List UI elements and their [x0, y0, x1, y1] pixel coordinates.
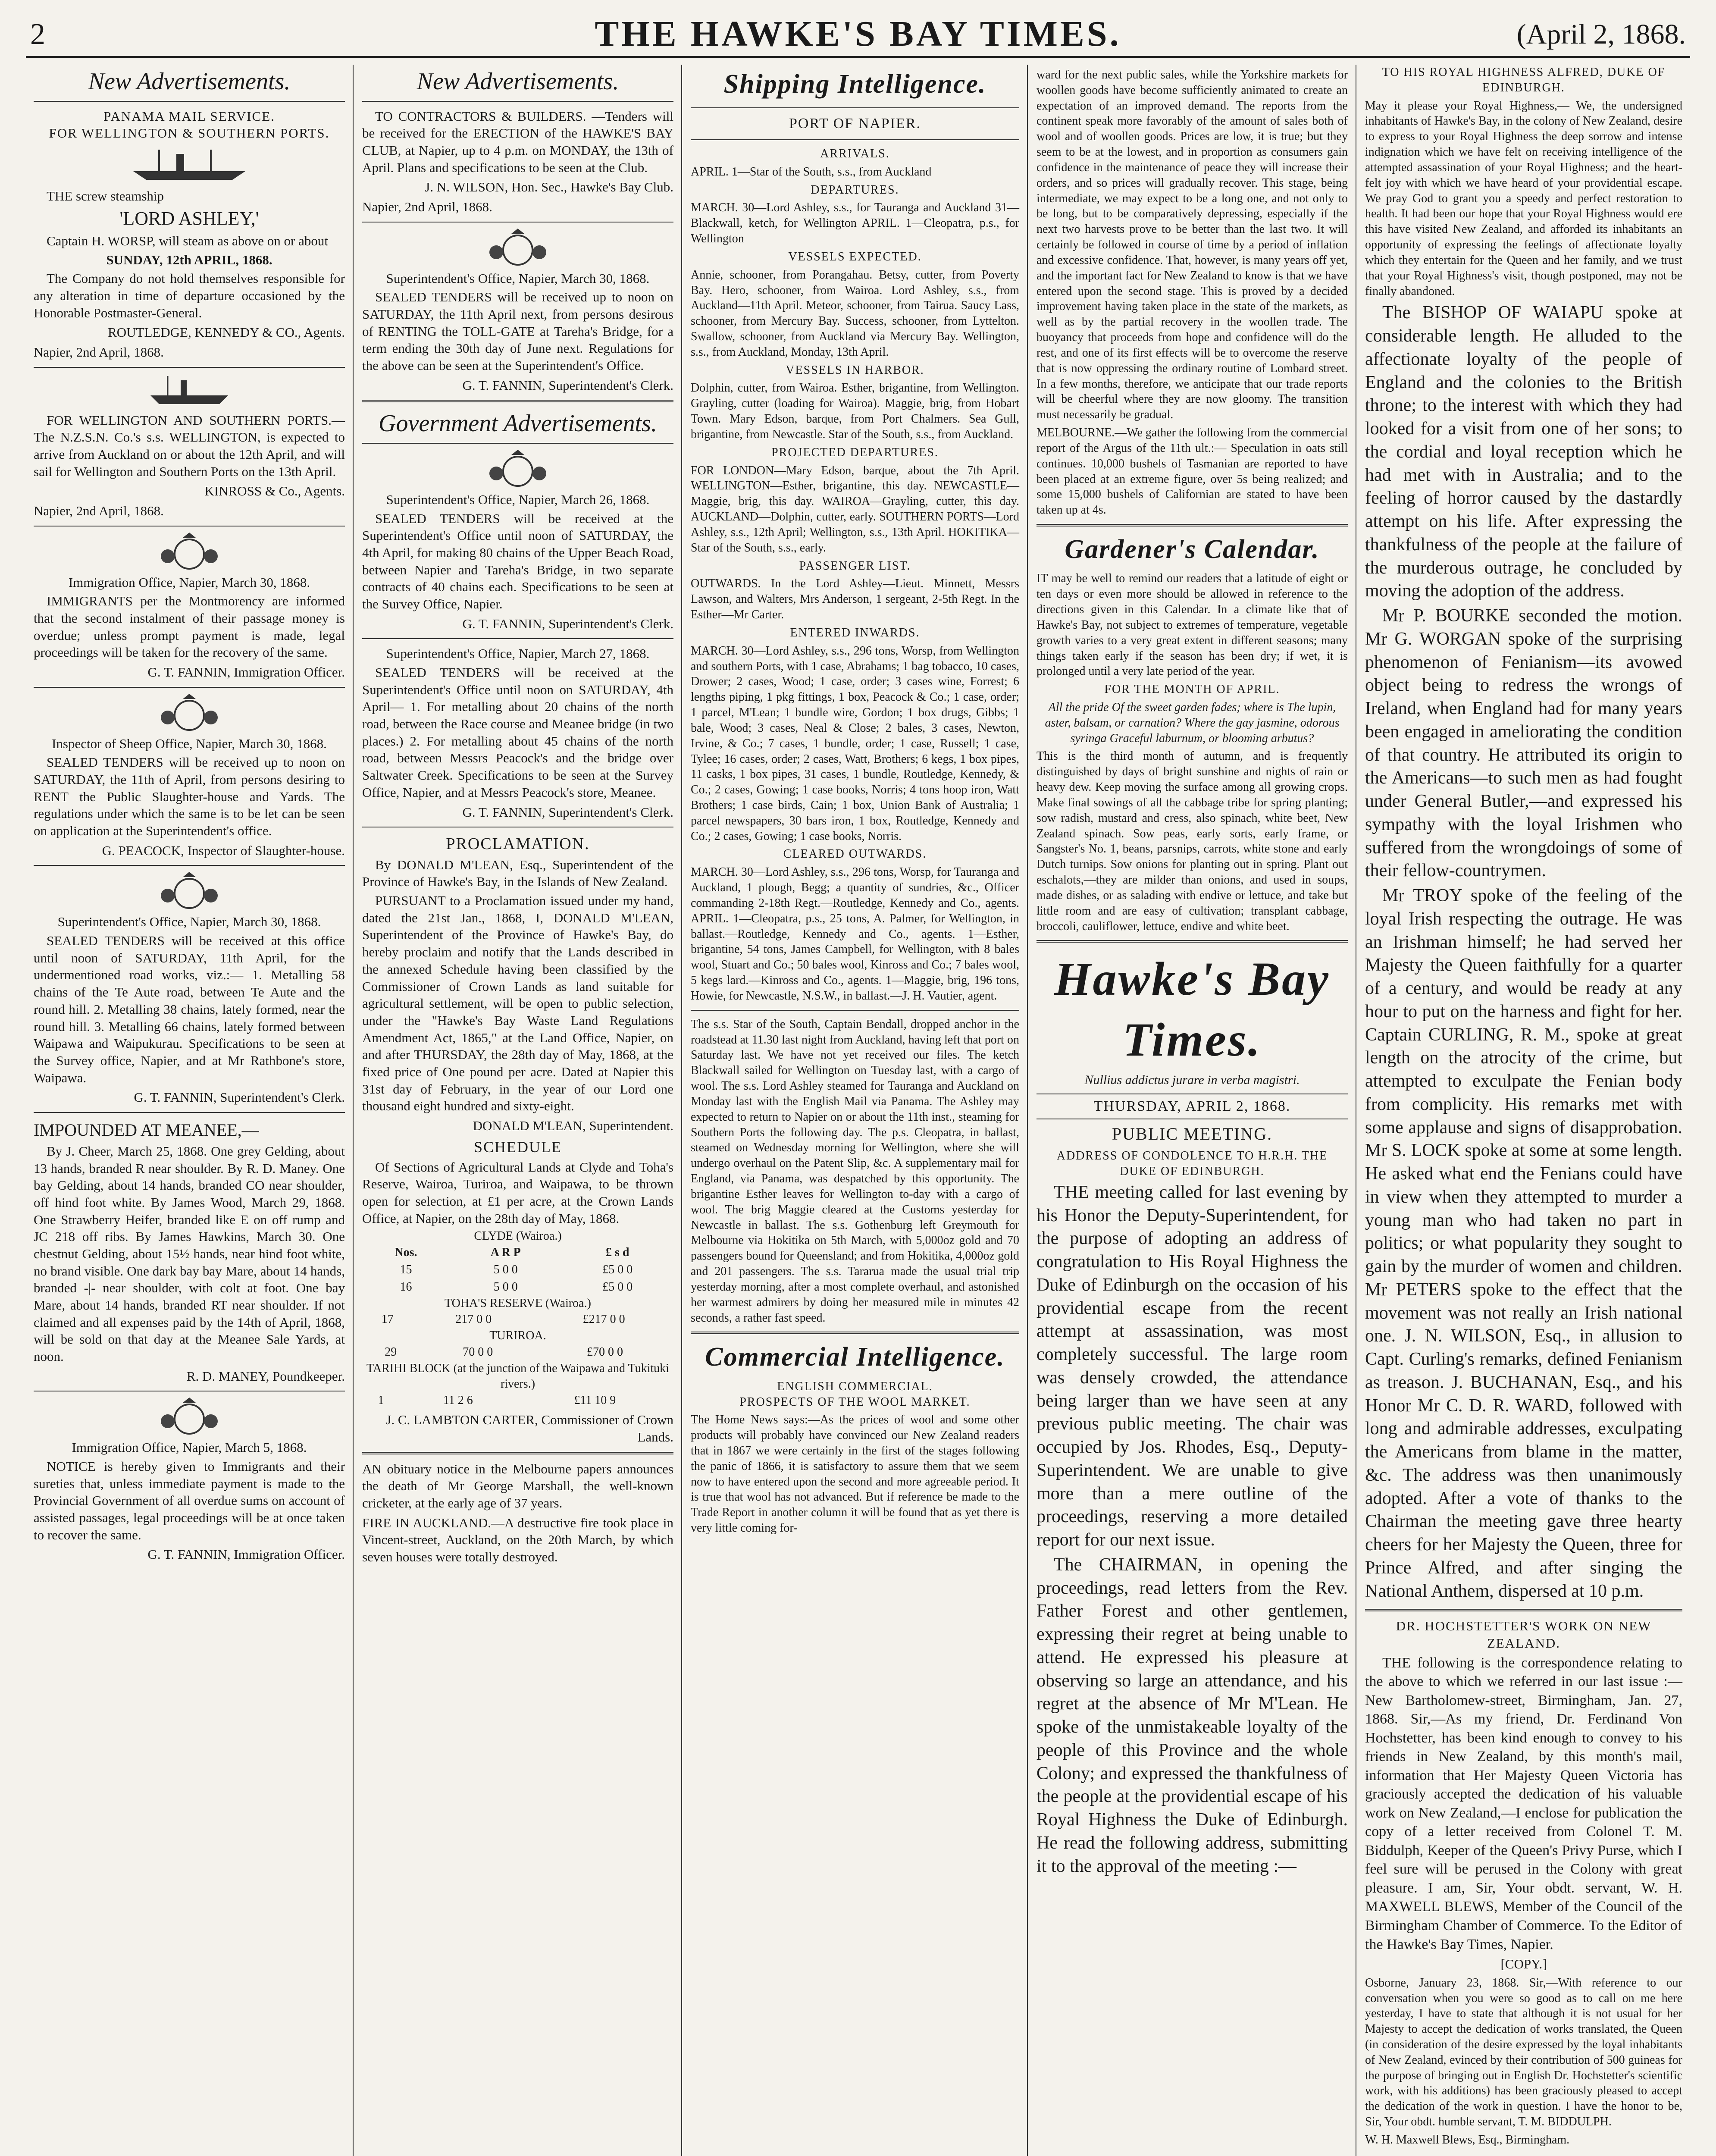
ad-signature: G. T. FANNIN, Superintendent's Clerk.: [462, 804, 673, 820]
upper-beach-road-ad: [362, 450, 673, 632]
schedule-table: [362, 1244, 673, 1295]
ad-signature: J. N. WILSON, Hon. Sec., Hawke's Bay Club.: [425, 179, 673, 195]
ad-signature: G. T. FANNIN, Immigration Officer.: [147, 1547, 345, 1562]
office-line: Immigration Office, Napier, March 5, 1868.: [72, 1440, 307, 1455]
column-1: [26, 65, 354, 2156]
ad-body: IMMIGRANTS per the Montmorency are informed that the second instalment of their passage money is overdue; unless prompt payment is made, legal proceedings will be taken for the recovery of the same.: [34, 593, 345, 660]
commercial-heading: Commercial Intelligence.: [705, 1342, 1005, 1372]
panama-mail-ad: [34, 108, 345, 361]
ad-place: Napier, 2nd April, 1868.: [34, 503, 164, 519]
public-meeting-sub: ADDRESS OF CONDOLENCE TO H.R.H. THE DUKE OF EDINBURGH.: [1056, 1149, 1328, 1178]
column-3: [683, 65, 1028, 2156]
table-cell: 17: [381, 1313, 394, 1326]
steamship-icon: [146, 374, 232, 408]
ad-signature: G. T. FANNIN, Immigration Officer.: [147, 664, 345, 680]
issue-date: (April 2, 1868.: [1516, 19, 1686, 50]
hochstetter-heading: DR. HOCHSTETTER'S WORK ON NEW ZEALAND.: [1396, 1618, 1652, 1651]
table-row: [362, 1261, 673, 1279]
office-line: Inspector of Sheep Office, Napier, March 30, 1868.: [52, 736, 327, 751]
schedule-title: SCHEDULE: [474, 1138, 562, 1156]
ad-body: SEALED TENDERS will be received at this office until noon of SATURDAY, 11th April, for the undermentioned road works, viz.:— 1. Metalling 58 chains of the Te Aute road, between Te Aute and the round hill. 2. Metalling 38 chains, lately formed, near the round hill. 3. Metalling 66 chains, lately formed between Waipawa and Waipukurau. Specifications to be seen at the Survey office, Napier, and at Mr Rathbone's store, Waipawa.: [34, 933, 345, 1085]
column-2: [354, 65, 682, 2156]
section-heading: New Advertisements.: [34, 66, 345, 102]
office-line: Superintendent's Office, Napier, March 30, 1868.: [57, 914, 321, 930]
public-meeting-body: THE meeting called for last evening by his Honor the Deputy-Superintendent, for the purpose of adopting an address of congratulation to His Royal Highness the Duke of Edinburgh on the occasion of his providential escape from the recent attempt at assassination, was most completely successful. The large room was densely crowded, the attendance being larger than we have seen at any previous public meeting. The chair was occupied by Jos. Rhodes, Esq., Deputy-Superintendent. We are unable to give more than a mere outline of the proceedings, reserving a more detailed report for our next issue.: [1036, 1182, 1348, 1550]
government-heading: Government Advertisements.: [362, 408, 673, 444]
expected-list: Annie, schooner, from Porangahau. Betsy, cutter, from Poverty Bay. Hero, schooner, from Wairoa. Lord Ashley, s.s., from Auckland—11th April. Meteor, schooner, from Tairua. Saucy Lass, schooner, from Mercury Bay. Success, schooner, from Lyttelton. Swallow, schooner, from Auckland via Mercury Bay. Wellington, s.s., from Auckland, Monday, 13th April.: [691, 268, 1019, 359]
editorial-date: THURSDAY, APRIL 2, 1868.: [1036, 1094, 1348, 1119]
projected-list: FOR LONDON—Mary Edson, barque, about the 7th April. WELLINGTON—Esther, brigantine, this day. NEWCASTLE—Maggie, brig, this day. WAIROA—Grayling, cutter, this day. AUCKLAND—Dolphin, cutter, early. SOUTHERN PORTS—Lord Ashley, s.s., 12th April; Wellington, s.s., 13th April. HOKITIKA—Star of the South, s.s., early.: [691, 464, 1019, 555]
meeting-speeches: Mr P. BOURKE seconded the motion. Mr G. WORGAN spoke of the surprising phenomenon of Fenianism—its avowed object being to redress the wrongs of Ireland, when England had for many years been engaged in ameliorating the condition of that country. He attributed its origin to the Americans—to such men as had fought under General Butler,—and expressed his sympathy with the loyal Irishmen who suffered from the wrongdoings of some of their fellow-countrymen.: [1365, 606, 1682, 881]
ad-body: SEALED TENDERS will be received at the Superintendent's Office until noon on SATURDAY, 4th April— 1. For metalling about 20 chains of the north road, between the Race course and Meanee bridge (in two places.) 2. For metalling about 45 chains of the north road, between Messrs Peacock's and the bridge over Saltwater Creek. Specifications to be seen at the Survey Office, Napier, and at Messrs Peacock's store, Meanee.: [362, 665, 673, 800]
divider: [362, 1452, 673, 1454]
passenger-list: OUTWARDS. In the Lord Ashley—Lieut. Minnett, Messrs Lawson, and Walters, Mrs Anderson, 1 sergeant, 2-5th Regt. In the Esther—Mr Carter.: [691, 577, 1019, 622]
schedule-table: [362, 1392, 673, 1409]
table-cell: 5 0 0: [493, 1280, 518, 1294]
schedule-turiroa: TURIROA.: [489, 1329, 546, 1343]
column-4: [1029, 65, 1356, 2156]
ad-body: NOTICE is hereby given to Immigrants and their sureties that, unless immediate payment is made to the Provincial Government of all overdue sums on account of assisted passages, legal proceedings will be at once taken to recover the same.: [34, 1459, 345, 1542]
passenger-heading: PASSENGER LIST.: [799, 559, 911, 573]
office-line: Immigration Office, Napier, March 30, 1868.: [68, 574, 310, 590]
divider: [34, 865, 345, 866]
road-works-ad: [34, 872, 345, 1106]
ad-signature: KINROSS & Co., Agents.: [204, 483, 345, 499]
sailing-date: SUNDAY, 12th APRIL, 1868.: [106, 252, 272, 267]
table-header: Nos.: [395, 1246, 417, 1260]
ad-signature: ROUTLEDGE, KENNEDY & CO., Agents.: [108, 325, 345, 340]
ship-name: 'LORD ASHLEY,': [119, 207, 259, 229]
royal-crest-icon: [362, 450, 673, 489]
commercial-sub: ENGLISH COMMERCIAL.: [777, 1379, 933, 1393]
calendar-intro: IT may be well to remind our readers that a latitude of eight or ten days or even more should be allowed in reference to the directions given in this Calendar. In a climate like that of Hawke's Bay, not subject to extremes of temperature, vegetable growth varies to a very great extent in different seasons; many things taken early if the season has been dry; if wet, it is prolonged until a very late period of the year.: [1036, 572, 1348, 678]
melbourne-report: MELBOURNE.—We gather the following from the commercial report of the Argus of the 11th ult.:— Speculation in oats still continues. 10,000 bushels of Tasmanian are reported to have been placed at an extreme figure, over 5s being realized; and some 15,000 bushels of Californian are stated to have been taken up at 4s.: [1036, 426, 1348, 517]
projected-heading: PROJECTED DEPARTURES.: [771, 445, 939, 459]
commercial-sub2: PROSPECTS OF THE WOOL MARKET.: [739, 1395, 971, 1409]
office-line: Superintendent's Office, Napier, March 30, 1868.: [386, 270, 650, 286]
immigration-notice-ad: [34, 1398, 345, 1563]
departures-heading: DEPARTURES.: [811, 183, 899, 197]
office-line: Superintendent's Office, Napier, March 27, 1868.: [386, 646, 650, 661]
divider: [34, 367, 345, 368]
ad-body: FOR WELLINGTON AND SOUTHERN PORTS.—The N.Z.S.N. Co.'s s.s. WELLINGTON, is expected to arrive from Auckland on or about the 12th April, and will sail for Wellington and Southern Ports on the 13th April.: [34, 412, 345, 479]
royal-crest-icon: [362, 229, 673, 267]
entered-heading: ENTERED INWARDS.: [790, 626, 920, 639]
impounded-ad: [34, 1119, 345, 1385]
divider: [691, 1010, 1019, 1011]
masthead: [26, 9, 1690, 58]
schedule-table: [362, 1344, 673, 1361]
table-cell: £11 10 9: [574, 1393, 616, 1407]
toll-gate-ad: [362, 229, 673, 394]
table-header: A R P: [490, 1246, 521, 1260]
gardeners-calendar-heading: Gardener's Calendar.: [1065, 535, 1320, 564]
slaughterhouse-ad: [34, 694, 345, 859]
office-line: Superintendent's Office, Napier, March 26, 1868.: [386, 492, 650, 508]
cleared-list: MARCH. 30—Lord Ashley, s.s., 296 tons, Worsp, for Tauranga and Auckland, 1 plough, Begg; a quantity of sundries, &c., Officer commanding 2-18th Regt.—Routledge, Kennedy and Co., agents. APRIL. 1—Cleopatra, p.s., 25 tons, A. Palmer, for Wellington, in ballast.—Routledge, Kennedy and Co., agents. 1—Esther, brigantine, 54 tons, James Campbell, for Wellington, with 8 bales wool, Stuart and Co.; 50 bales wool, Kinross and Co.; 7 bales wool, 5 kegs lard.—Kinross and Co., agents. 1—Maggie, brig, 196 tons, Howie, for Newcastle, N.S.W., in ballast.—J. H. Vautier, agent.: [691, 865, 1019, 1003]
divider: [691, 1332, 1019, 1334]
proclamation-signature: DONALD M'LEAN, Superintendent.: [473, 1118, 673, 1133]
ad-body: TO CONTRACTORS & BUILDERS. —Tenders will be received for the ERECTION of the HAWKE'S BAY CLUB, at Napier, up to 4 p.m. on MONDAY, the 13th of April. Plans and specifications to be seen at the Club.: [362, 108, 673, 175]
table-row: [362, 1392, 673, 1409]
ad-signature: G. T. FANNIN, Superintendent's Clerk.: [462, 377, 673, 393]
calendar-poem: All the pride Of the sweet garden fades; where is The lupin, aster, balsam, or carnation? Where the gay jasmine, odorous syringa Graceful laburnum, or blooming arbutus?: [1045, 701, 1340, 745]
schedule-signature: J. C. LAMBTON CARTER, Commissioner of Crown Lands.: [386, 1412, 673, 1445]
divider: [34, 687, 345, 688]
public-meeting-body: The CHAIRMAN, in opening the proceedings, read letters from the Rev. Father Forest and other gentlemen, expressing their regret at being unable to attend. He expressed his pleasure at observing so large an attendance, and his regret at the absence of Mr M'Lean. He spoke of the unmistakeable loyalty of the people of this Province and the whole Colony; and expressed the thankfulness of the people at the providential escape of his Royal Highness the Duke of Edinburgh. He read the following address, submitting it to the approval of the meeting :—: [1036, 1554, 1348, 1876]
calendar-month: FOR THE MONTH OF APRIL.: [1104, 683, 1280, 696]
table-cell: 217 0 0: [455, 1313, 492, 1326]
port-title: PORT OF NAPIER.: [789, 116, 921, 132]
north-road-ad: [362, 645, 673, 821]
departures-list: MARCH. 30—Lord Ashley, s.s., for Tauranga and Auckland 31—Blackwall, ketch, for Wellington APRIL. 1—Cleopatra, p.s., for Wellington: [691, 201, 1019, 246]
proclamation-by: By DONALD M'LEAN, Esq., Superintendent of the Province of Hawke's Bay, in the Islands of New Zealand.: [362, 857, 673, 890]
calendar-body: This is the third month of autumn, and is frequently distinguished by days of bright sunshine and nights of rain or heavy dew. Keep moving the surface among all growing crops. Make final sowings of all the cabbage tribe for spring planting; sow radish, mustard and cress, also spinach, white beet, New Zealand spinach. Sow peas, early sorts, early frame, or Sangster's No. 1, beans, parsnips, carrots, white stone and early Dutch turnips. Sow onions for planting out in spring. Plant out eschalots,—they are milder than onions, and used in soups, made dishes, or as salading with endive or lettuce, and take but little room and are easy of cultivation; transplant cabbage, broccoli, cauliflower, lettuce, endive and white beet.: [1036, 749, 1348, 933]
cleared-heading: CLEARED OUTWARDS.: [783, 847, 927, 861]
table-row: [362, 1279, 673, 1296]
table-cell: 5 0 0: [493, 1263, 518, 1276]
copy-body: Osborne, January 23, 1868. Sir,—With reference to our conversation when you were so good as to call on me here yesterday, I have to state that although it is not usual for her Majesty to accept the dedication of works translated, the Queen (in consideration of the desire expressed by the loyal inhabitants of New Zealand, evinced by their contribution of 500 guineas for the purpose of bringing out in English Dr. Hochstetter's scientific work, with his additions) has been graciously pleased to accept the dedication of the work in question. I have the honor to be, Sir, Your obdt. humble servant, T. M. BIDDULPH.: [1365, 1976, 1682, 2129]
ad-body: SEALED TENDERS will be received up to noon on SATURDAY, the 11th of April, from persons desiring to RENT the Public Slaughter-house and Yards. The regulations under which the same is to be let can be seen on application at the Superintendent's office.: [34, 755, 345, 839]
ad-body: SEALED TENDERS will be received at the Superintendent's Office until noon of SATURDAY, the 4th April, for making 80 chains of the Upper Beach Road, between Napier and Tareha's Bridge, in two separate contracts of 40 chains each. Specifications to be seen at the Survey Office, Napier.: [362, 511, 673, 612]
schedule-clyde: CLYDE (Wairoa.): [474, 1229, 562, 1243]
address-heading: TO HIS ROYAL HIGHNESS ALFRED, DUKE OF EDINBURGH.: [1382, 66, 1666, 94]
table-cell: 29: [385, 1345, 397, 1359]
royal-crest-icon: [34, 872, 345, 911]
arrivals-heading: ARRIVALS.: [820, 147, 890, 160]
arrivals-list: APRIL. 1—Star of the South, s.s., from Auckland: [691, 165, 932, 179]
public-meeting-heading: PUBLIC MEETING.: [1112, 1124, 1273, 1144]
shipping-heading: Shipping Intelligence.: [723, 69, 986, 99]
ad-signature: G. PEACOCK, Inspector of Slaughter-house.: [102, 843, 345, 858]
editorial-masthead: Hawke's Bay Times.: [1054, 953, 1330, 1066]
table-cell: £5 0 0: [602, 1280, 633, 1294]
table-cell: 15: [400, 1263, 412, 1276]
ad-body: By J. Cheer, March 25, 1868. One grey Gelding, about 13 hands, branded R near shoulder. By R. D. Maney. One bay Gelding, about 14 hands, branded CO near shoulder, off hind foot white. By James Wood, March 29, 1868. One Strawberry Heifer, branded like E on off rump and JC 218 off ribs. By James Hawkins, March 30. One chestnut Gelding, about 15½ hands, near hind foot white, no brand visible. One dark bay bay Mare, about 14 hands, branded -|- near shoulder, with colt at foot. One bay Mare, about 14 hands, branded RT near shoulder. If not claimed and all expenses paid by the 14th of April, 1868, will be sold on that day at the Meanee Sale Yards, at noon.: [34, 1144, 345, 1364]
steamship-icon: [125, 145, 254, 184]
ad-body: SEALED TENDERS will be received up to noon on SATURDAY, the 11th April next, from persons desirous of RENTING the TOLL-GATE at Tareha's Bridge, for a term ending the 30th day of June next. Regulations for the above can be seen at the Superintendent's Office.: [362, 289, 673, 373]
table-row: [362, 1311, 673, 1328]
proclamation: [362, 834, 673, 1446]
wellington-ad: [34, 374, 345, 520]
ad-title: PANAMA MAIL SERVICE.: [103, 108, 275, 124]
ad-route: FOR WELLINGTON & SOUTHERN PORTS.: [49, 125, 330, 141]
copy-recipient: W. H. Maxwell Blews, Esq., Birmingham.: [1365, 2133, 1570, 2147]
table-cell: 16: [400, 1280, 412, 1294]
ad-title: IMPOUNDED AT MEANEE,—: [34, 1120, 259, 1140]
divider: [691, 139, 1019, 140]
royal-crest-icon: [34, 533, 345, 571]
divider: [1036, 940, 1348, 943]
entered-list: MARCH. 30—Lord Ashley, s.s., 296 tons, Worsp, from Wellington and southern Ports, with 1 case, Abrahams; 1 bag tobacco, 10 cases, Drower; 2 cases, Wood; 1 case, order; 3 cases wine, Forrest; 6 lengths piping, 1 pkg fittings, 1 box, Peacock & Co.; 1 case, order; 1 parcel, M'Lean; 1 bundle wire, Gordon; 1 box drugs, Gibbs; 1 bale, Wood; 3 cases, Neal & Close; 2 bales, 3 cases, Newton, Irvine, & Co.; 7 cases, 1 bundle, order; 1 case, Russell; 1 case, Tylee; 16 cases, order; 2 cases, Watt, Brothers; 6 kegs, 1 box pipes, 11 casks, 1 box pipes, 31 cases, 1 bundle, Routledge, Kennedy, & Co.; 2 cases, Gowing; 1 case books, Norris; 4 tons hoop iron, Watt Brothers; 1 case birds, Cain; 1 box, Union Bank of Australia; 1 parcel newspapers, 30 bars iron, 1 box, Routledge, Kennedy and Co.; 2 cases, Gowing; 1 case books, Norris.: [691, 644, 1019, 843]
ad-body: THE screw steamship: [47, 188, 164, 204]
proclamation-body: PURSUANT to a Proclamation issued under my hand, dated the 21st Jan., 1868, I, DONALD M'LEAN, Superintendent of the Province of Hawke's Bay, do hereby proclaim and notify that the Lands described in the annexed Schedule having been classified by the Commissioner of Crown Lands as land suitable for agricultural settlement, will be open to public selection, under the "Hawke's Bay Waste Land Regulations Amendment Act, 1865," at the Land Office, Napier, on and after THURSDAY, the 28th day of May, 1868, at the fixed price of One pound per acre. Dated at Napier this 31st day of February, in the year of our Lord one thousand eight hundred and sixty-eight.: [362, 893, 673, 1114]
schedule-toha: TOHA'S RESERVE (Wairoa.): [445, 1296, 591, 1310]
royal-crest-icon: [34, 694, 345, 733]
editorial-motto: Nullius addictus jurare in verba magistri.: [1084, 1073, 1300, 1087]
meeting-speeches: Mr TROY spoke of the feeling of the loyal Irish respecting the outrage. He was an Irishman himself; he had served her Majesty the Queen faithfully for a quarter of a century, and would be ready at any hour to put on the harness and fight for her. Captain CURLING, R. M., spoke at great length on the atrocity of the crime, but attempted to exculpate the Fenian body from complicity. His remarks met with some applause and signs of disapprobation. Mr S. LOCK spoke at some at some length. He asked what end the Fenians could have in view when they attempted to murder a young man who had taken no part in politics; or what popularity they sought to gain by the murder of women and children. Mr PETERS spoke to the effect that the movement was not really an Irish national one. J. N. WILSON, Esq., in allusion to Capt. Curling's remarks, defined Fenianism as treason. J. BUCHANAN, Esq., and his Honor Mr C. D. R. WARD, followed with long and admirable addresses, exculpating the Americans from blame in the matter, &c. The address was then unanimously adopted. After a vote of thanks to the Chairman the meeting gave three hearty cheers for her Majesty the Queen, three for Prince Alfred, and after singing the National Anthem, dispersed at 10 p.m.: [1365, 886, 1682, 1601]
proclamation-title: PROCLAMATION.: [446, 835, 590, 853]
schedule-tarihi: TARIHI BLOCK (at the junction of the Waipawa and Tukituki rivers.): [366, 1361, 669, 1391]
divider: [34, 1112, 345, 1113]
schedule-body: Of Sections of Agricultural Lands at Clyde and Toha's Reserve, Wairoa, Turiroa, and Waipawa, to be thrown open for selection, at £1 per acre, at the Crown Lands Office, at Napier, on the 28th day of May, 1868.: [362, 1159, 673, 1226]
royal-crest-icon: [34, 1398, 345, 1436]
contractors-ad: [362, 108, 673, 216]
table-cell: £5 0 0: [602, 1263, 633, 1276]
newspaper-title: THE HAWKE'S BAY TIMES.: [595, 14, 1121, 54]
ad-place: Napier, 2nd April, 1868.: [362, 199, 492, 215]
divider: [362, 400, 673, 402]
commercial-body: The Home News says:—As the prices of wool and some other products will probably have convinced our New Zealand readers that in 1867 we were certainly in the first of the stages following the panic of 1866, it is satisfactory to assure them that we seem now to have entered upon the second and more agreeable period. It is true that wool has not advanced. But if reference be made to the Trade Report in another column it will be found that as yet there is very little coming for-: [691, 1413, 1019, 1535]
table-header: £ s d: [605, 1246, 629, 1260]
ad-signature: G. T. FANNIN, Superintendent's Clerk.: [134, 1090, 345, 1105]
column-5: [1357, 65, 1690, 2156]
address-body: May it please your Royal Highness,— We, the undersigned inhabitants of Hawke's Bay, in the colony of New Zealand, desire to express to your Royal Highness the deep sorrow and intense indignation which we have felt on receiving intelligence of the attempted assassination of your Royal Highness; and the heart-felt joy with which we have heard of your providential escape. We pray God to grant you a speedy and perfect restoration to health. It had been our hope that your Royal Highness would ere this have visited New Zealand, and afforded its inhabitants an opportunity of expressing the feelings of affectionate loyalty which they entertain for the Queen and her family, and we trust that your Royal Highness's visit, though postponed, may not be finally abandoned.: [1365, 99, 1682, 298]
obituary-paragraph: AN obituary notice in the Melbourne papers announces the death of Mr George Marshall, the well-known cricketer, at the early age of 37 years.: [362, 1461, 673, 1511]
page-number: 2: [30, 18, 45, 51]
copy-heading: [COPY.]: [1500, 1956, 1547, 1972]
schedule-table: [362, 1311, 673, 1328]
immigration-ad: [34, 533, 345, 681]
meeting-speeches: The BISHOP OF WAIAPU spoke at considerable length. He alluded to the affectionate loyalty of the people of England and the colonies to the British throne; to the interest with which they had looked for a visit from one of her sons; to the cordial and loyal reception which he had met with in Australia; and to the feeling of horror caused by the dastardly attempt on his life. After expressing the thankfulness of the people at the failure of the murderous outrage, he concluded by moving the adoption of the address.: [1365, 303, 1682, 601]
ad-place: Napier, 2nd April, 1868.: [34, 345, 164, 360]
divider: [691, 107, 1019, 108]
table-cell: 11 2 6: [443, 1393, 473, 1407]
divider: [1365, 1609, 1682, 1611]
ad-signature: G. T. FANNIN, Superintendent's Clerk.: [462, 616, 673, 631]
ad-signature: R. D. MANEY, Poundkeeper.: [186, 1368, 345, 1384]
table-cell: £217 0 0: [582, 1313, 625, 1326]
fire-paragraph: FIRE IN AUCKLAND.—A destructive fire took place in Vincent-street, Auckland, on the 20th March, by which seven houses were totally destroyed.: [362, 1515, 673, 1565]
table-cell: £70 0 0: [587, 1345, 623, 1359]
hochstetter-body: THE following is the correspondence relating to the above to which we referred in our last issue :— New Bartholomew-street, Birmingham, Jan. 27, 1868. Sir,—As my friend, Dr. Ferdinand Von Hochstetter, has been kind enough to convey to his friends in New Zealand, by this month's mail, information that Her Majesty Queen Victoria has graciously accepted the dedication of his valuable work on New Zealand,—I enclose for publication the copy of a letter received from Colonel T. M. Biddulph, Keeper of the Queen's Privy Purse, which I feel sure will be perused in the Colony with great pleasure. I am, Sir, Your obdt. servant, W. H. MAXWELL BLEWS, Member of the Council of the Birmingham Chamber of Commerce. To the Editor of the Hawke's Bay Times, Napier.: [1365, 1655, 1682, 1952]
table-cell: 70 0 0: [463, 1345, 493, 1359]
divider: [1036, 524, 1348, 526]
shipping-news: The s.s. Star of the South, Captain Bendall, dropped anchor in the roadstead at 11.30 last night from Auckland, having left that port on Saturday last. We have not yet received our files. The ketch Blackwall sailed for Wellington on Tuesday last, with a cargo of wool. The s.s. Lord Ashley steamed for Tauranga and Auckland on Monday last with the English Mail via Panama. The Ashley may expected to return to Napier on or about the 11th inst., steaming for Southern Ports the following day. The p.s. Cleopatra, in ballast, steamed on Wednesday morning for Wellington, where she will undergo overhaul on the Patent Slip, &c. A supplementary mail for England, via Panama, was despatched by this opportunity. The brigantine Esther leaves for Wellington to-day with a cargo of wool. The brig Maggie cleared at the Customs yesterday for Newcastle in ballast. The s.s. Gothenburg left Greymouth for Melbourne via Hokitika on 5th March, with 5,000oz gold and 70 passengers bound for Queensland; and from Hokitika, 4,000oz gold and 201 passengers. The s.s. Tararua made the usual trial trip yesterday morning, after a most complete overhaul, and astonished her warmest admirers by doing her measured mile in minutes 42 seconds, a rather fast speed.: [691, 1017, 1019, 1325]
ad-body: Captain H. WORSP, will steam as above on or about: [47, 233, 328, 248]
table-cell: 1: [378, 1393, 384, 1407]
divider: [362, 638, 673, 639]
harbor-list: Dolphin, cutter, from Wairoa. Esther, brigantine, from Wellington. Grayling, cutter (loading for Wairoa). Maggie, brig, from Hobart Town. Mary Edson, barque, from Port Chalmers. Sea Gull, brigantine, from Newcastle. Star of the South, s.s., from Auckland.: [691, 381, 1019, 441]
section-heading: New Advertisements.: [362, 66, 673, 102]
ad-body: The Company do not hold themselves responsible for any alteration in time of departure occasioned by the Honorable Postmaster-General.: [34, 271, 345, 320]
harbor-heading: VESSELS IN HARBOR.: [786, 363, 924, 377]
table-row: [362, 1344, 673, 1361]
expected-heading: VESSELS EXPECTED.: [788, 250, 922, 263]
commercial-continued: ward for the next public sales, while the Yorkshire markets for woollen goods have become sufficiently animated to create an expectation of an improved demand. The reports from the continent speak more favorably of the amount of sales both of wool and of woollen goods. Prices are low, it is true; but they seem to be at the lowest, and in proportion as consumers gain confidence in the maintenance of peace they will increase their orders, and so prices will gradually recover. This stage, being intermediate, we may expect to be a long one, and not only to be long, but to be comparatively depressing, especially if the next two harvests prove to be better than the last two. It will certainly be followed in course of time by a period of inflation and excessive confidence. That, however, is many years off yet, and the important fact for New Zealand to know is that we have entered upon the second stage. This is proved by a decided improvement having taken place in the state of the markets, as well as by the partial recovery in the woollen trade. The buoyancy that proceeds from hope and confidence will do the rest, and one of its first effects will be to overcome the reserve that is now oppressing the ordinary routine of Lombard street. In a few months, therefore, we anticipate that our trade reports will be cheerful where they are now gloomy. The transition must necessarily be gradual.: [1036, 68, 1348, 422]
